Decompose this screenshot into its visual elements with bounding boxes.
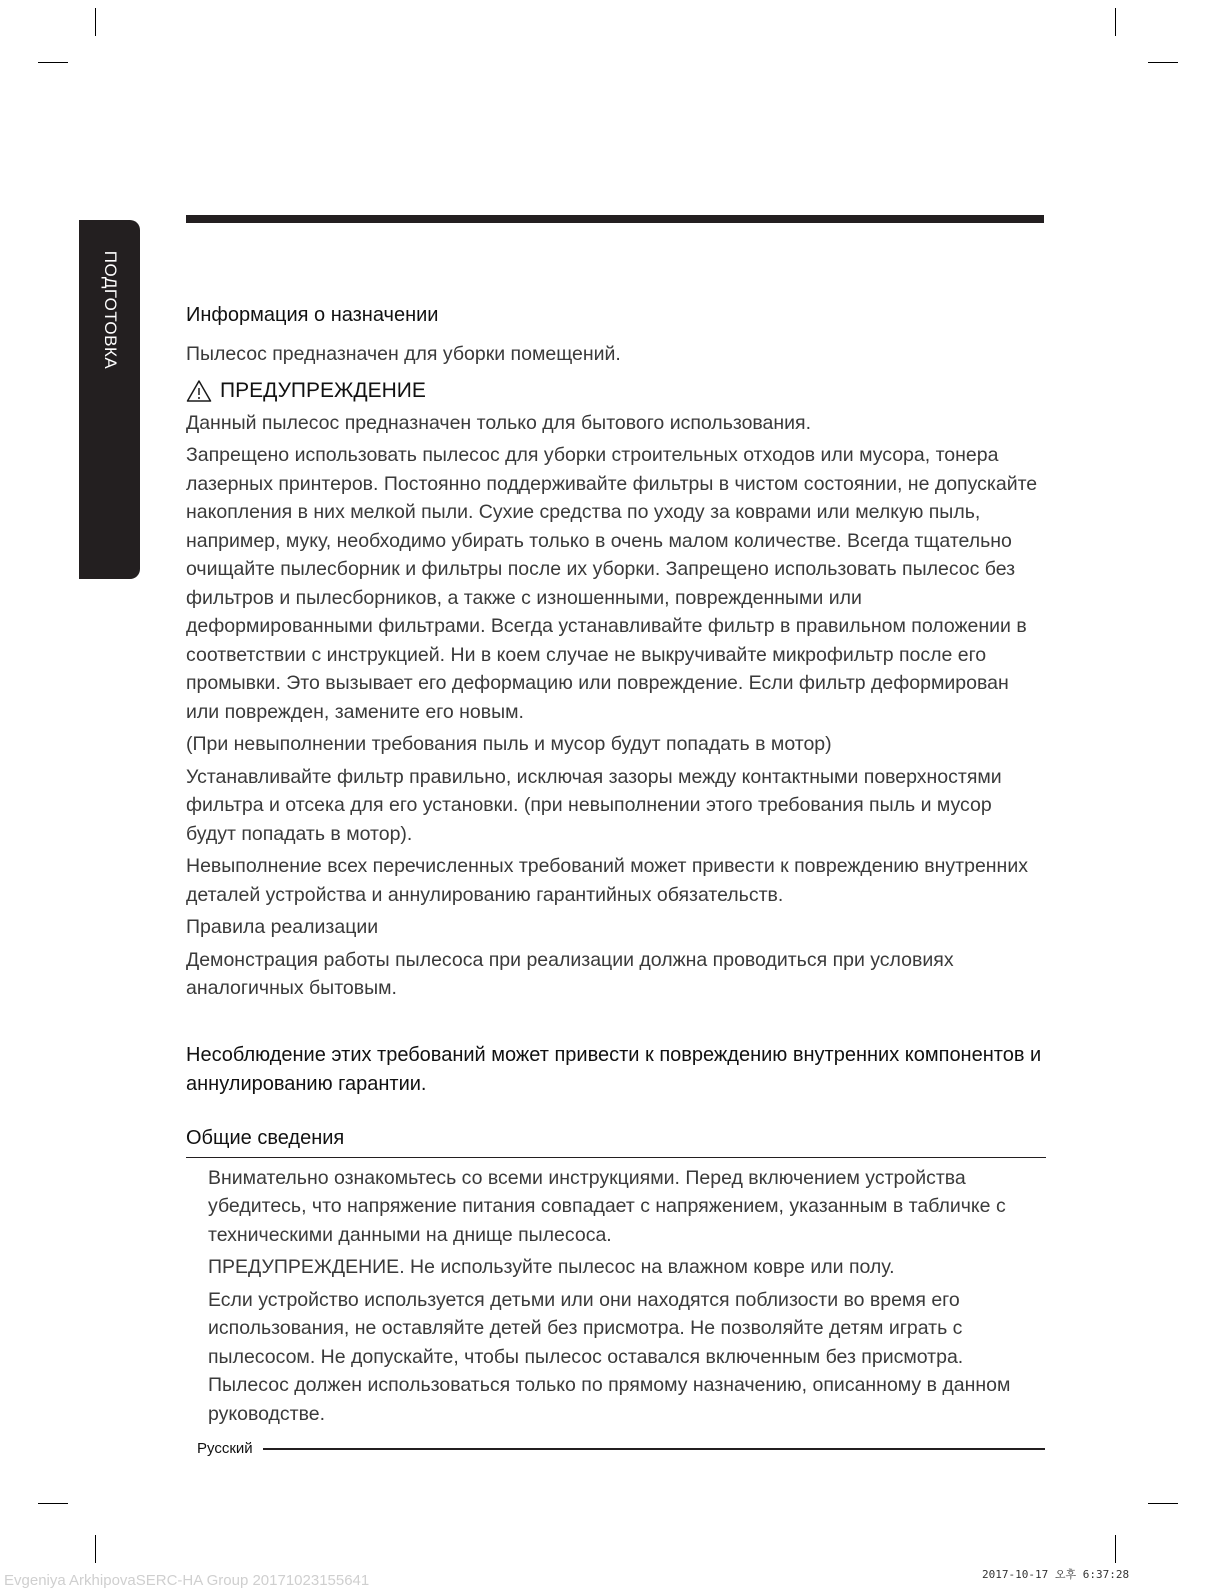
- warning-title: ПРЕДУПРЕЖДЕНИЕ: [220, 378, 426, 402]
- general-paragraph: ПРЕДУПРЕЖДЕНИЕ. Не используйте пылесос на влажном ковре или полу.: [208, 1256, 895, 1278]
- warning-paragraph: Данный пылесос предназначен только для бытового использования.: [186, 411, 812, 434]
- general-title: Общие сведения: [186, 1123, 1046, 1158]
- footer-rule: [263, 1448, 1045, 1450]
- general-paragraph: Внимательно ознакомьтесь со всеми инструкциями. Перед включением устройства убедитесь, что напряжение питания совпадает с напряжением, указанным в табличке с техническими данными на днище пылесоса.: [208, 1166, 1006, 1246]
- crop-mark: [95, 8, 96, 36]
- page-footer: [197, 1440, 1045, 1457]
- crop-mark: [38, 62, 68, 63]
- crop-mark: [1148, 1503, 1178, 1504]
- crop-mark: [38, 1503, 68, 1504]
- crop-mark: [1115, 1535, 1116, 1563]
- page-content: [186, 300, 1046, 1428]
- print-stamp-left: Evgeniya ArkhipovaSERC-HA Group 20171023155641: [4, 1572, 370, 1589]
- warning-paragraph: (При невыполнении требования пыль и мусор будут попадать в мотор): [186, 733, 832, 755]
- header-rule: [186, 215, 1044, 223]
- sales-rules-title: Правила реализации: [186, 916, 379, 938]
- crop-mark: [95, 1535, 96, 1563]
- crop-mark: [1148, 62, 1178, 63]
- warning-paragraph: Невыполнение всех перечисленных требований может привести к повреждению внутренних деталей устройства и аннулированию гарантийных обязательств.: [186, 855, 1028, 906]
- general-list: [186, 1164, 1046, 1429]
- warning-paragraph: Устанавливайте фильтр правильно, исключая зазоры между контактными поверхностями фильтра и отсека для его установки. (при невыполнении этого требования пыль и мусор будут попадать в мотор).: [186, 765, 1002, 845]
- warning-triangle-icon: [186, 379, 212, 403]
- section-side-tab: [79, 220, 140, 579]
- warranty-note: Несоблюдение этих требований может привести к повреждению внутренних компонентов и аннулированию гарантии.: [186, 1043, 1042, 1095]
- crop-mark: [1115, 8, 1116, 36]
- warning-heading: [186, 379, 1046, 403]
- purpose-text: Пылесос предназначен для уборки помещений.: [186, 343, 621, 365]
- purpose-title: Информация о назначении: [186, 304, 439, 326]
- footer-language: Русский: [197, 1440, 253, 1457]
- warning-body: [186, 409, 1046, 1003]
- print-stamp-right: 2017-10-17 오후 6:37:28: [982, 1568, 1130, 1581]
- general-paragraph: Если устройство используется детьми или они находятся поблизости во время его использования, не оставляйте детей без присмотра. Не позволяйте детям играть с пылесосом. Не допускайте, чтобы пылесос оставался включенным без присмотра. Пылесос должен использоваться только по прямому назначению, описанному в данном руководстве.: [208, 1288, 1011, 1425]
- warning-paragraph: Демонстрация работы пылесоса при реализации должна проводиться при условиях аналогичных бытовым.: [186, 948, 954, 999]
- warning-paragraph: Запрещено использовать пылесос для уборки строительных отходов или мусора, тонера лазерных принтеров. Постоянно поддерживайте фильтры в чистом состоянии, не допускайте накопления в них мелкой пыли. Сухие средства по уходу за коврами или мелкую пыль, например, муку, необходимо убирать только в очень малом количестве. Всегда тщательно очищайте пылесборник и фильтры после их уборки. Запрещено использовать пылесос без фильтров и пылесборников, а также с изношенными, поврежденными или деформированными фильтрами. Всегда устанавливайте фильтр в правильном положении в соответствии с инструкцией. Ни в коем случае не выкручивайте микрофильтр после его промывки. Это вызывает его деформацию или повреждение. Если фильтр деформирован или поврежден, замените его новым.: [186, 444, 1038, 723]
- side-tab-label: ПОДГОТОВКА: [100, 250, 120, 369]
